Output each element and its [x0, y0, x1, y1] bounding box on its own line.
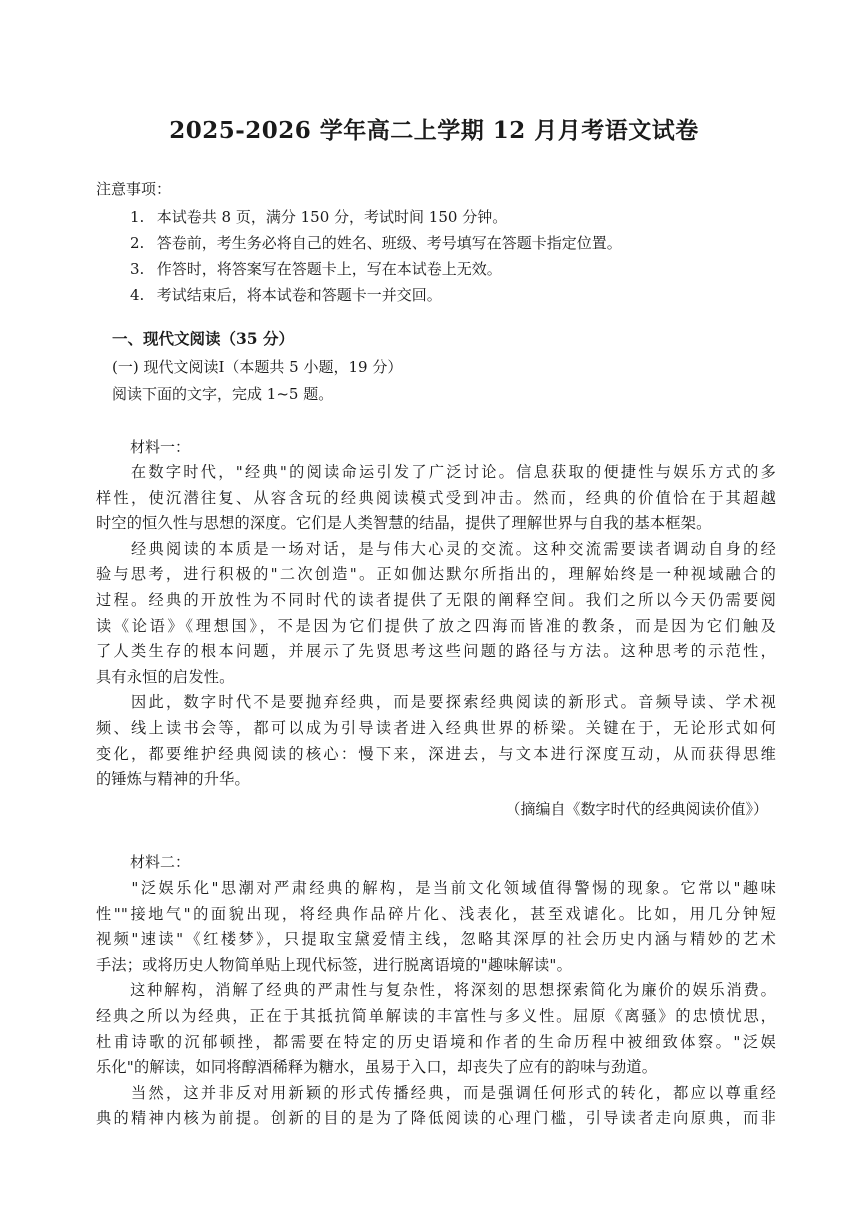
note-item [130, 204, 622, 230]
text-line: 频、线上读书会等，都可以成为引导读者进入经典世界的桥梁。关键在于，无论形式如何 [96, 718, 776, 737]
text-line: 过程。经典的开放性为不同时代的读者提供了无限的阐释空间。我们之所以今天仍需要阅 [96, 590, 776, 609]
note-text: 答卷前，考生务必将自己的姓名、班级、考号填写在答题卡指定位置。 [156, 234, 622, 252]
note-item [130, 256, 622, 282]
subsection-heading: (一) 现代文阅读Ⅰ（本题共 5 小题，19 分） [112, 358, 403, 376]
text-line: 这种解构，消解了经典的严肃性与复杂性，将深刻的思想探索简化为廉价的娱乐消费。 [96, 981, 776, 1000]
text-line: 视频"速读"《红楼梦》，只提取宝黛爱情主线，忽略其深厚的社会历史内涵与精妙的艺术 [96, 930, 776, 949]
note-number: 1. [130, 208, 145, 226]
text-line: 性""接地气"的面貌出现，将经典作品碎片化、浅表化，甚至戏谑化。比如，用几分钟短 [96, 904, 776, 923]
text-line: 样性，使沉潜往复、从容含玩的经典阅读模式受到冲击。然而，经典的价值恰在于其超越 [96, 488, 776, 507]
text-line: 变化，都要维护经典阅读的核心：慢下来，深进去，与文本进行深度互动，从而获得思维 [96, 744, 776, 763]
text-line: 了人类生存的根本问题，并展示了先贤思考这些问题的路径与方法。这种思考的示范性， [96, 642, 776, 661]
text-line: 读《论语》《理想国》，不是因为它们提供了放之四海而皆准的教条，而是因为它们触及 [96, 616, 776, 635]
material-two-label: 材料二： [130, 853, 191, 871]
text-line: 当然，这并非反对用新颖的形式传播经典，而是强调任何形式的转化，都应以尊重经 [96, 1083, 776, 1102]
notes-list [130, 204, 622, 308]
note-number: 4. [130, 286, 145, 304]
note-item [130, 282, 622, 308]
note-number: 2. [130, 234, 145, 252]
text-line: 验与思考，进行积极的"二次创造"。正如伽达默尔所指出的，理解始终是一种视域融合的 [96, 565, 776, 584]
notes-heading: 注意事项： [96, 180, 172, 198]
text-line: 经典之所以为经典，正在于其抵抗简单解读的丰富性与多义性。屈原《离骚》的忠愤忧思， [96, 1006, 776, 1025]
text-line: 典的精神内核为前提。创新的目的是为了降低阅读的心理门槛，引导读者走向原典，而非 [96, 1109, 776, 1128]
note-text: 本试卷共 8 页，满分 150 分，考试时间 150 分钟。 [156, 208, 508, 226]
text-line: 具有永恒的启发性。 [96, 667, 235, 686]
text-line: 的锤炼与精神的升华。 [96, 770, 250, 789]
text-line: 因此，数字时代不是要抛弃经典，而是要探索经典阅读的新形式。音频导读、学术视 [96, 693, 776, 712]
section-heading: 一、现代文阅读（35 分） [112, 329, 294, 348]
material-two-text [96, 876, 776, 1132]
note-number: 3. [130, 260, 145, 278]
note-text: 作答时，将答案写在答题卡上，写在本试卷上无效。 [156, 260, 502, 278]
text-line: 乐化"的解读，如同将醇酒稀释为糖水，虽易于入口，却丧失了应有的韵味与劲道。 [96, 1058, 658, 1077]
text-line: 手法；或将历史人物简单贴上现代标签，进行脱离语境的"趣味解读"。 [96, 955, 572, 974]
material-one-source: （摘编自《数字时代的经典阅读价值》） [505, 800, 768, 818]
material-one-label: 材料一： [130, 438, 191, 456]
text-line: "泛娱乐化"思潮对严肃经典的解构，是当前文化领域值得警惕的现象。它常以"趣味 [96, 879, 776, 897]
text-line: 经典阅读的本质是一场对话，是与伟大心灵的交流。这种交流需要读者调动自身的经 [96, 539, 776, 558]
text-line: 在数字时代，"经典"的阅读命运引发了广泛讨论。信息获取的便捷性与娱乐方式的多 [96, 463, 776, 481]
note-item [130, 230, 622, 256]
text-line: 杜甫诗歌的沉郁顿挫，都需要在特定的历史语境和作者的生命历程中被细致体察。"泛娱 [96, 1032, 776, 1051]
material-one-text [96, 460, 776, 793]
exam-title: 2025-2026 学年高二上学期 12 月月考语文试卷 [169, 117, 699, 144]
reading-instruction: 阅读下面的文字，完成 1~5 题。 [112, 385, 334, 403]
text-line: 时空的恒久性与思想的深度。它们是人类智慧的结晶，提供了理解世界与自我的基本框架。 [96, 514, 712, 533]
note-text: 考试结束后，将本试卷和答题卡一并交回。 [156, 286, 442, 304]
